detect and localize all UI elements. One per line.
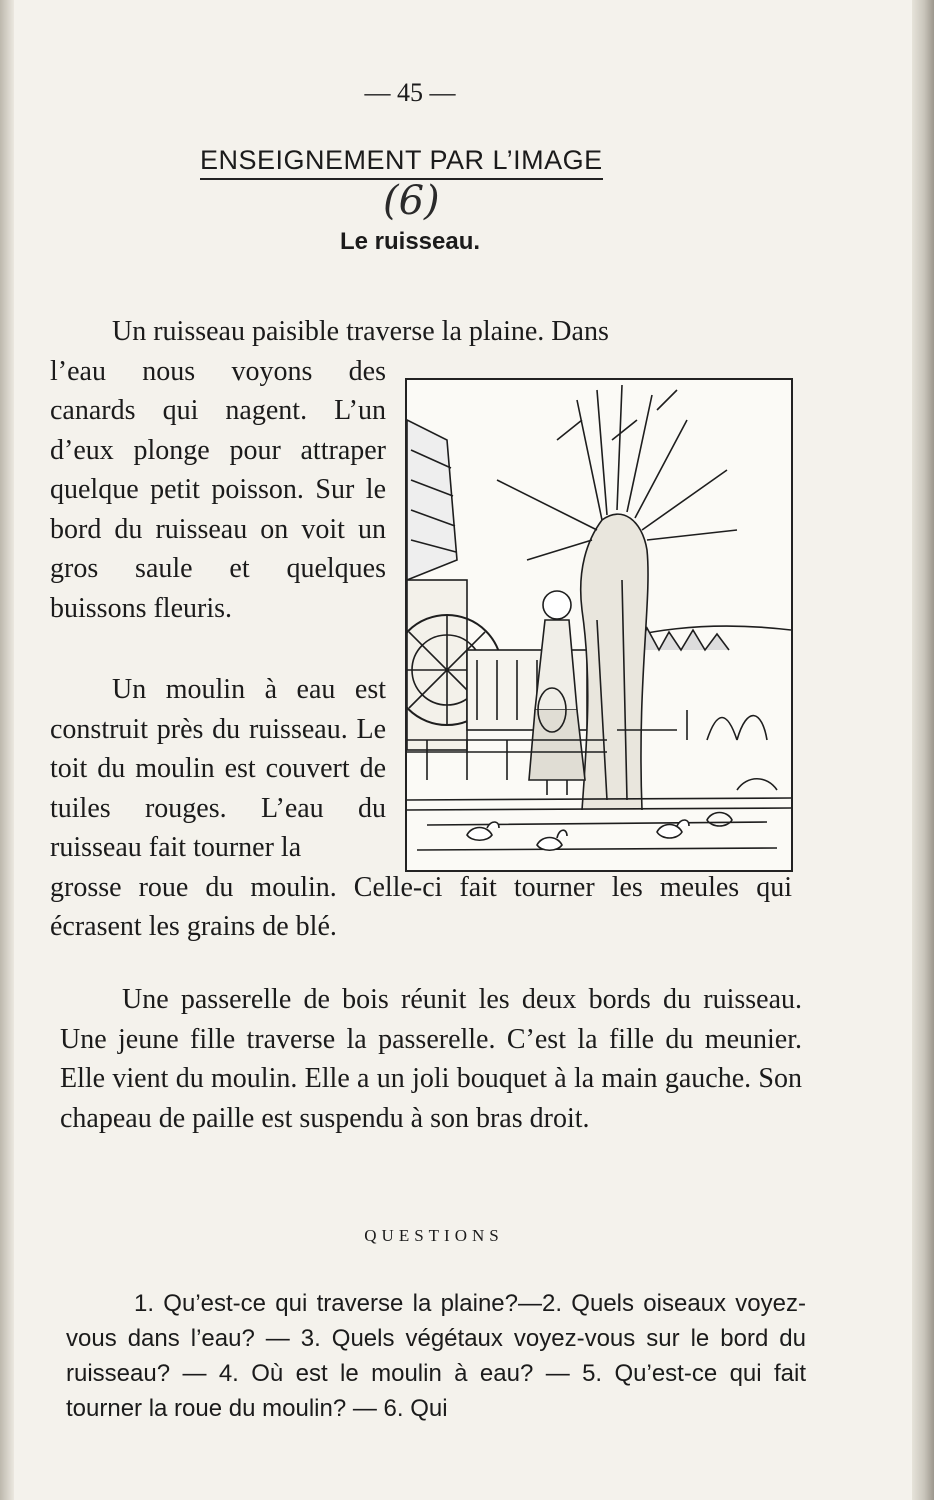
paragraph-2-full: grosse roue du moulin. Celle-ci fait tourner les meules qui écrasent les grains de blé. <box>50 871 792 942</box>
handwritten-number: (6) <box>383 178 440 224</box>
questions-block <box>66 1286 806 1426</box>
page-edge <box>912 0 934 1500</box>
paragraph-2-wrapped: Un moulin à eau est construit près du ruisseau. Le toit du moulin est couvert de tuiles rouges. L’eau du ruisseau fait tourner la <box>50 674 386 863</box>
questions-text: 1. Qu’est-ce qui traverse la plaine?—2. Quels oiseaux voyez-vous dans l’eau? — 3. Quels végétaux voyez-vous sur le bord du ruisseau? — 4. Où est le moulin à eau? — 5. Qu’est-ce qui fait tourner la roue du moulin? — 6. Qui <box>66 1290 806 1422</box>
paragraph-1-body: l’eau nous voyons des canards qui nagent. L’un d’eux plonge pour attraper quelque petit poisson. Sur le bord du ruisseau on voit un gros saule et quelques buissons fleuris. <box>50 355 386 624</box>
paragraph-1-first-line: Un ruisseau paisible traverse la plaine. Dans <box>112 316 609 347</box>
lesson-title: Le ruisseau. <box>339 228 481 255</box>
page-number: — 45 — <box>364 78 456 107</box>
paragraph-2 <box>50 670 792 947</box>
paragraph-3-text: Une passerelle de bois réunit les deux bords du ruisseau. Une jeune fille traverse la passerelle. C’est la fille du meunier. Elle vient du moulin. Elle a un joli bouquet à la main gauche. Son chapeau de paille est suspendu à son bras droit. <box>60 984 802 1134</box>
section-heading: ENSEIGNEMENT PAR L’IMAGE <box>200 145 603 180</box>
page-gutter <box>0 0 14 1500</box>
questions-title: QUESTIONS <box>364 1226 504 1245</box>
paragraph-3 <box>60 980 802 1138</box>
